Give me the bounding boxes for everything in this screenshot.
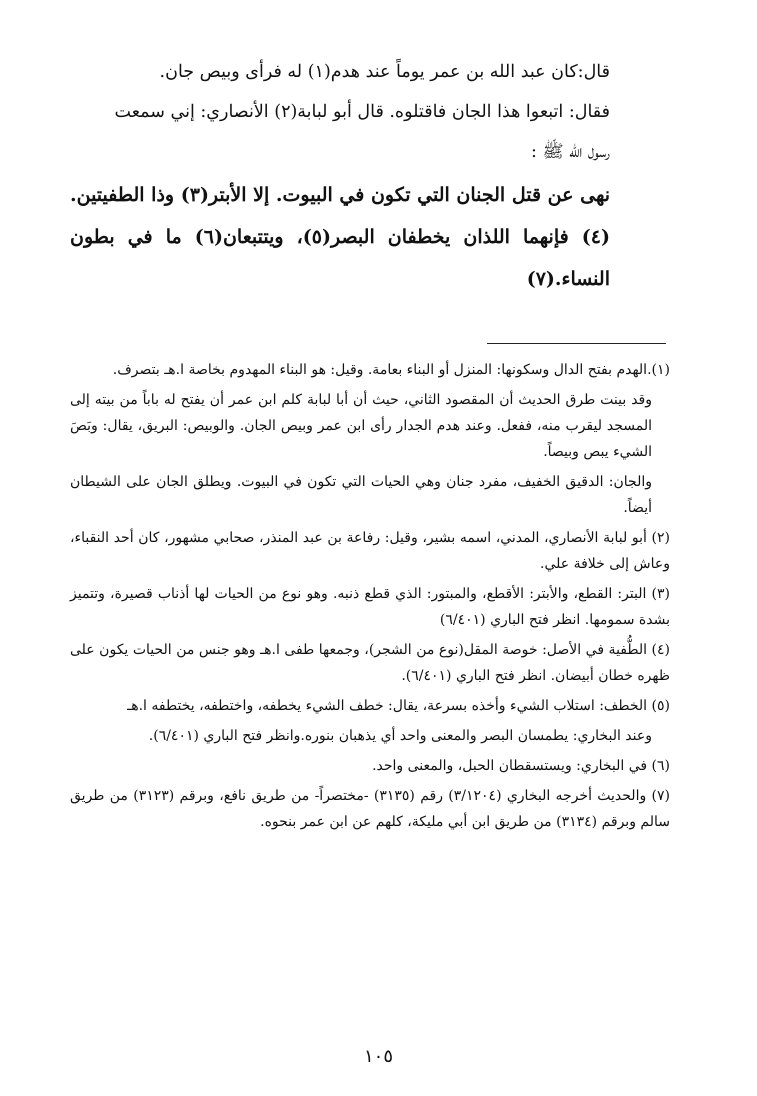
main-text — [70, 52, 610, 300]
footnote-7: (٧) والحديث أخرجه البخاري (٣/١٢٠٤) رقم (٣١٣٥) -مختصراً- من طريق نافع، وبرقم (٣١٢٣) من طريق سالم وبرقم (٣١٣٤) من طريق ابن أبي مليكة، كلهم عن ابن عمر بنحوه. — [70, 788, 670, 830]
hadith-text: نهى عن قتل الجنان التي تكون في البيوت. إلا الأبتر(٣) وذا الطفيتين.(٤) فإنهما اللذان يخطفان البصر(٥)، ويتتبعان(٦) ما في بطون النساء.(٧) — [70, 184, 610, 290]
footnote-5-continued: وعند البخاري: يطمسان البصر والمعنى واحد أي يذهبان بنوره.وانظر فتح الباري (٦/٤٠١). — [148, 728, 652, 744]
footnote-2: (٢) أبو لبابة الأنصاري، المدني، اسمه بشير، وقيل: رفاعة بن عبد المنذر، صحابي مشهور، كان أحد النقباء، وعاش إلى خلافة علي. — [70, 530, 670, 572]
footnote-5: (٥) الخطف: استلاب الشيء وأخذه بسرعة، يقال: خطف الشيء يخطفه، واختطفه، يختطفه ا.هـ — [127, 698, 670, 714]
footnote-4: (٤) الطُّفية في الأصل: خوصة المقل(نوع من الشجر)، وجمعها طفى ا.هـ وهو جنس من الحيات يكون على ظهره خطان أبيضان. انظر فتح الباري (٦/٤٠١). — [70, 642, 670, 684]
footnote-6: (٦) في البخاري: ويستسقطان الحبل، والمعنى واحد. — [372, 758, 670, 774]
main-paragraph-2: فقال: اتبعوا هذا الجان فاقتلوه. قال أبو لبابة(٢) الأنصاري: إني سمعت — [114, 102, 610, 122]
footnote-1-continued-2: والجان: الدقيق الخفيف، مفرد جنان وهي الحيات التي تكون في البيوت. ويطلق الجان على الشيطان أيضاً. — [70, 474, 652, 516]
main-paragraph-1: قال:كان عبد الله بن عمر يوماً عند هدم(١) له فرأى وبيص جان. — [159, 62, 610, 82]
main-paragraph-3: رسول الله ﷺ : — [531, 142, 610, 162]
footnote-1-continued: وقد بينت طرق الحديث أن المقصود الثاني، حيث أن أبا لبابة كلم ابن عمر أن يفتح له باباً من بيته إلى المسجد ليقرب منه، ففعل. وعند هدم الجدار رأى ابن عمر وبيص الجان. والوبيص: البريق، يقال: وبَصَ الشيء يبص وبيصاً. — [70, 392, 652, 460]
footnotes — [70, 357, 670, 839]
footnote-divider — [487, 343, 666, 344]
page-number: ١٠٥ — [363, 1046, 393, 1067]
footnote-3: (٣) البتر: القطع، والأبتر: الأقطع، والمبتور: الذي قطع ذنبه. وهو نوع من الحيات لها أذناب قصيرة، وتتميز بشدة سمومها. انظر فتح الباري (٦/٤٠١) — [70, 586, 670, 628]
footnote-1: (١).الهدم بفتح الدال وسكونها: المنزل أو البناء بعامة. وقيل: هو البناء المهدوم بخاصة ا.هـ بتصرف. — [112, 362, 670, 378]
